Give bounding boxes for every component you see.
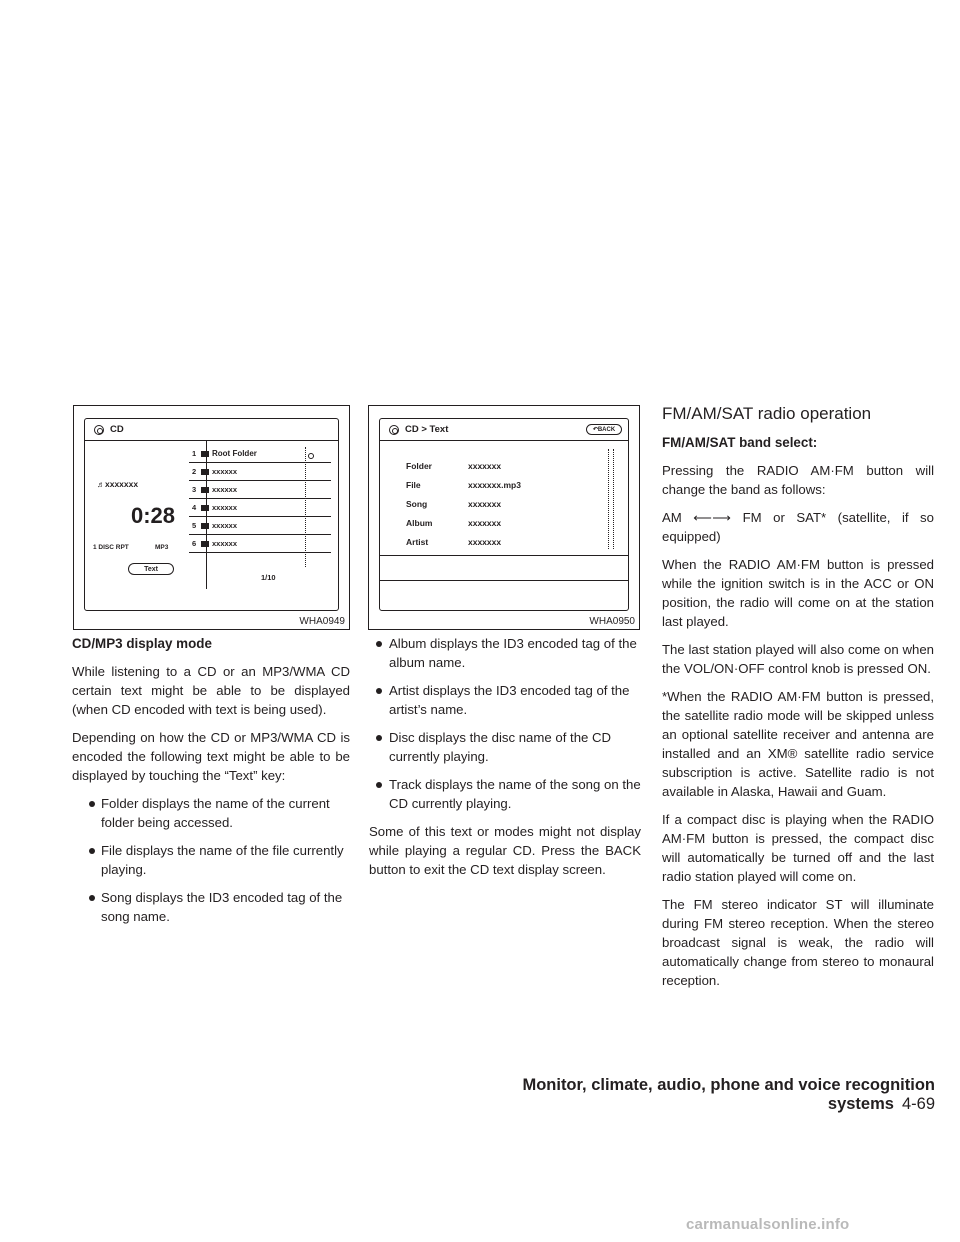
- list-item: [72, 888, 350, 926]
- info-value: xxxxxxx: [468, 461, 502, 471]
- cd-mp3-heading: CD/MP3 display mode: [72, 636, 212, 651]
- folder-number: 5: [192, 521, 197, 530]
- list-item: [369, 681, 641, 719]
- folder-number: 2: [192, 467, 197, 476]
- list-item: [72, 841, 350, 879]
- scroll-knob[interactable]: [308, 453, 314, 459]
- info-key: File: [406, 480, 421, 490]
- folder-icon: [201, 505, 209, 511]
- list-item-text: Album displays the ID3 encoded tag of the album name.: [389, 636, 637, 670]
- bullet-icon: [89, 895, 95, 901]
- back-arrow-icon: ↶: [592, 427, 598, 433]
- disc-icon: [94, 425, 104, 435]
- figure-code: WHA0950: [589, 616, 635, 627]
- paragraph: When the RADIO AM·FM button is pressed while the ignition switch is in the ACC or ON position, the radio will come on at the station last played.: [662, 557, 934, 629]
- middle-column: [369, 634, 641, 888]
- cd-text-info: [406, 457, 521, 552]
- folder-label: xxxxxx: [212, 539, 238, 548]
- folder-label: xxxxxx: [212, 467, 238, 476]
- list-item: [369, 775, 641, 813]
- page-indicator: 1/10: [261, 573, 276, 582]
- text-key-button[interactable]: Text: [128, 563, 174, 575]
- list-item: [72, 794, 350, 832]
- bullet-icon: [376, 735, 382, 741]
- page-number: 4-69: [901, 1095, 935, 1113]
- folder-number: 4: [192, 503, 197, 512]
- info-key: Album: [406, 518, 433, 528]
- list-item-text: Folder displays the name of the current folder being accessed.: [101, 796, 330, 830]
- folder-icon: [201, 541, 209, 547]
- music-note-icon: ♬: [97, 480, 105, 489]
- bullet-icon: [376, 782, 382, 788]
- scrollbar[interactable]: [608, 449, 614, 549]
- right-column: [662, 404, 934, 999]
- info-key: Artist: [406, 537, 429, 547]
- list-item-text: File displays the name of the file currently playing.: [101, 843, 344, 877]
- folder-label: xxxxxx: [212, 503, 238, 512]
- cd-text-screen: [379, 418, 629, 611]
- bullet-icon: [376, 641, 382, 647]
- folder-number: 6: [192, 539, 197, 548]
- disc-icon: [389, 425, 399, 435]
- list-item-text: Disc displays the disc name of the CD currently playing.: [389, 730, 612, 764]
- scrollbar[interactable]: [305, 447, 313, 567]
- folder-icon: [201, 487, 209, 493]
- info-key: Folder: [406, 461, 432, 471]
- list-item-text: Song displays the ID3 encoded tag of the song name.: [101, 890, 343, 924]
- folder-label: xxxxxx: [212, 485, 238, 494]
- cd-text-screen-title-text: CD > Text: [405, 424, 449, 435]
- paragraph: While listening to a CD or an MP3/WMA CD certain text might be able to be displayed (when CD encoded with text is being used).: [72, 664, 350, 717]
- cd-screen-title: [85, 419, 338, 441]
- list-item: [369, 728, 641, 766]
- bullet-icon: [89, 848, 95, 854]
- bullet-icon: [376, 688, 382, 694]
- track-name-text: xxxxxxx: [105, 479, 139, 489]
- figure-cd-display: [73, 405, 350, 630]
- cd-text-screen-title: [380, 419, 628, 441]
- info-row: [406, 514, 521, 533]
- paragraph: AM ⟵⟶ FM or SAT* (satellite, if so equipped): [662, 510, 934, 544]
- figure-cd-text: [368, 405, 640, 630]
- info-value: xxxxxxx: [468, 518, 502, 528]
- paragraph: *When the RADIO AM·FM button is pressed, the satellite radio mode will be skipped unless an optional satellite receiver and antenna are installed and an XM® satellite radio service subscription is active. Satellite radio is not available in Alaska, Hawaii and Guam.: [662, 689, 934, 799]
- folder-icon: [201, 451, 209, 457]
- back-button-label: BACK: [597, 427, 616, 433]
- paragraph: Depending on how the CD or MP3/WMA CD is encoded the following text might be able to be displayed by touching the “Text” key:: [72, 730, 350, 783]
- info-value: xxxxxxx: [468, 537, 502, 547]
- track-name: [97, 479, 138, 489]
- folder-number: 1: [192, 449, 197, 458]
- section-title: FM/AM/SAT radio operation: [662, 404, 872, 423]
- list-item-text: Track displays the name of the song on the CD currently playing.: [389, 777, 641, 811]
- elapsed-time: 0:28: [131, 503, 176, 528]
- info-value: xxxxxxx: [468, 499, 502, 509]
- left-column: [72, 634, 350, 935]
- paragraph: The last station played will also come on when the VOL/ON·OFF control knob is pressed ON.: [662, 642, 934, 676]
- paragraph: If a compact disc is playing when the RADIO AM·FM button is pressed, the compact disc will automatically be turned off and the last radio station played will come on.: [662, 812, 934, 884]
- page-footer: [470, 1076, 935, 1114]
- bullet-icon: [89, 801, 95, 807]
- band-select-heading: FM/AM/SAT band select:: [662, 435, 818, 450]
- bullet-list: [72, 794, 350, 926]
- list-item-text: Artist displays the ID3 encoded tag of the artist’s name.: [389, 683, 630, 717]
- screen-divider: [380, 555, 628, 581]
- paragraph: Some of this text or modes might not display while playing a regular CD. Press the BACK button to exit the CD text display screen.: [369, 824, 641, 877]
- info-row: [406, 495, 521, 514]
- figure-code: WHA0949: [299, 616, 345, 627]
- list-item: [369, 634, 641, 672]
- folder-label: Root Folder: [212, 449, 257, 458]
- folder-number: 3: [192, 485, 197, 494]
- paragraph: The FM stereo indicator ST will illuminate during FM stereo reception. When the stereo broadcast signal is weak, the radio will automatically change from stereo to monaural reception.: [662, 897, 934, 988]
- info-row: [406, 457, 521, 476]
- info-key: Song: [406, 499, 428, 509]
- repeat-mode: 1 DISC RPT: [93, 544, 129, 551]
- format-label: MP3: [155, 544, 169, 551]
- cd-screen: [84, 418, 339, 611]
- footer-section-title: Monitor, climate, audio, phone and voice recognition systems: [522, 1076, 935, 1113]
- folder-label: xxxxxx: [212, 521, 238, 530]
- info-row: [406, 476, 521, 495]
- folder-icon: [201, 523, 209, 529]
- info-value: xxxxxxx.mp3: [468, 480, 521, 490]
- cd-screen-title-text: CD: [110, 424, 124, 435]
- bullet-list: [369, 634, 641, 813]
- watermark[interactable]: carmanualsonline.info: [686, 1216, 850, 1233]
- info-row: [406, 533, 521, 552]
- back-button[interactable]: [586, 424, 622, 435]
- paragraph: Pressing the RADIO AM·FM button will change the band as follows:: [662, 463, 934, 497]
- folder-icon: [201, 469, 209, 475]
